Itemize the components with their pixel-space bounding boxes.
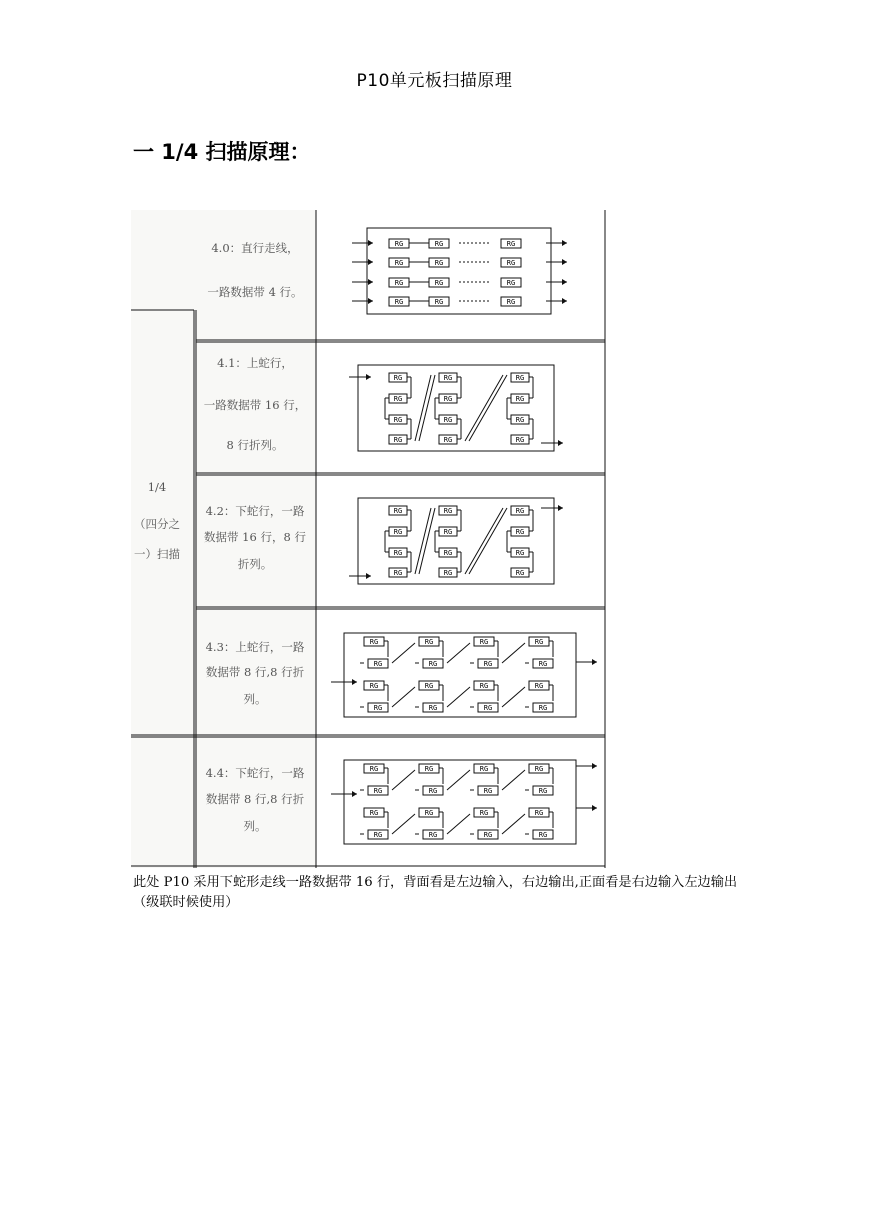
rg-label: RG — [483, 704, 493, 712]
category-label: 一）扫描 — [134, 547, 180, 561]
rg-label: RG — [443, 507, 453, 515]
rg-label: RG — [394, 259, 404, 267]
row-description: 一路数据带 4 行。 — [207, 285, 303, 299]
rg-label: RG — [534, 809, 544, 817]
rg-label: RG — [443, 436, 453, 444]
rg-label: RG — [538, 660, 548, 668]
row-description: 一路数据带 16 行， — [203, 398, 307, 412]
rg-label: RG — [515, 569, 525, 577]
rg-label: RG — [479, 638, 489, 646]
rg-label: RG — [393, 374, 403, 382]
rg-label: RG — [506, 240, 516, 248]
rg-label: RG — [428, 787, 438, 795]
rg-label: RG — [443, 395, 453, 403]
rg-label: RG — [394, 298, 404, 306]
rg-label: RG — [515, 395, 525, 403]
rg-label: RG — [393, 436, 403, 444]
row-description: 列。 — [243, 819, 267, 833]
rg-label: RG — [443, 549, 453, 557]
rg-label: RG — [373, 831, 383, 839]
rg-label: RG — [534, 765, 544, 773]
rg-label: RG — [515, 374, 525, 382]
scan-table-figure — [131, 210, 607, 868]
row-description: 4.3：上蛇行，一路 — [205, 640, 305, 654]
rg-label: RG — [434, 279, 444, 287]
rg-label: RG — [394, 240, 404, 248]
rg-label: RG — [534, 682, 544, 690]
rg-label: RG — [393, 395, 403, 403]
diagram-column — [316, 210, 607, 868]
doc-title: P10单元板扫描原理 — [356, 71, 513, 91]
rg-label: RG — [428, 660, 438, 668]
rg-label: RG — [424, 638, 434, 646]
category-label: （四分之 — [134, 517, 180, 531]
category-label: 1/4 — [147, 480, 167, 494]
section-heading: 一 1/4 扫描原理： — [133, 140, 311, 164]
rg-label: RG — [515, 549, 525, 557]
row-description: 数据带 16 行，8 行 — [204, 530, 306, 544]
rg-label: RG — [443, 374, 453, 382]
row-description: 4.4：下蛇行，一路 — [205, 766, 305, 780]
row-description: 4.1：上蛇行， — [217, 356, 293, 370]
rg-label: RG — [506, 259, 516, 267]
rg-label: RG — [434, 240, 444, 248]
rg-label: RG — [393, 507, 403, 515]
rg-label: RG — [428, 704, 438, 712]
rg-label: RG — [369, 682, 379, 690]
rg-label: RG — [479, 682, 489, 690]
rg-label: RG — [483, 660, 493, 668]
rg-label: RG — [515, 507, 525, 515]
rg-label: RG — [443, 416, 453, 424]
rg-label: RG — [479, 809, 489, 817]
rg-label: RG — [515, 416, 525, 424]
rg-label: RG — [424, 765, 434, 773]
rg-label: RG — [369, 809, 379, 817]
row-description: 列。 — [243, 692, 267, 706]
rg-label: RG — [373, 660, 383, 668]
rg-label: RG — [434, 298, 444, 306]
rg-label: RG — [393, 528, 403, 536]
row-description: 4.0：直行走线， — [211, 241, 299, 255]
rg-label: RG — [394, 279, 404, 287]
rg-label: RG — [434, 259, 444, 267]
rg-label: RG — [373, 704, 383, 712]
rg-label: RG — [428, 831, 438, 839]
row-description: 数据带 8 行,8 行折 — [205, 792, 305, 806]
rg-label: RG — [506, 279, 516, 287]
rg-label: RG — [538, 787, 548, 795]
rg-label: RG — [393, 569, 403, 577]
rg-label: RG — [393, 416, 403, 424]
rg-label: RG — [483, 787, 493, 795]
rg-label: RG — [443, 528, 453, 536]
row-description: 折列。 — [237, 557, 273, 571]
rg-label: RG — [369, 765, 379, 773]
rg-label: RG — [373, 787, 383, 795]
rg-label: RG — [483, 831, 493, 839]
caption: 此处 P10 采用下蛇形走线一路数据带 16 行，背面看是左边输入，右边输出,正面看是右边输入左边输出（级联时候使用） — [133, 875, 738, 910]
rg-label: RG — [515, 436, 525, 444]
rg-label: RG — [479, 765, 489, 773]
row-description: 8 行折列。 — [226, 438, 284, 452]
rg-label: RG — [424, 809, 434, 817]
row-description: 4.2：下蛇行，一路 — [205, 504, 305, 518]
rg-label: RG — [538, 704, 548, 712]
rg-label: RG — [538, 831, 548, 839]
rg-label: RG — [515, 528, 525, 536]
rg-label: RG — [506, 298, 516, 306]
rg-label: RG — [443, 569, 453, 577]
row-description: 数据带 8 行,8 行折 — [205, 665, 305, 679]
rg-label: RG — [369, 638, 379, 646]
rg-label: RG — [393, 549, 403, 557]
rg-label: RG — [424, 682, 434, 690]
rg-label: RG — [534, 638, 544, 646]
